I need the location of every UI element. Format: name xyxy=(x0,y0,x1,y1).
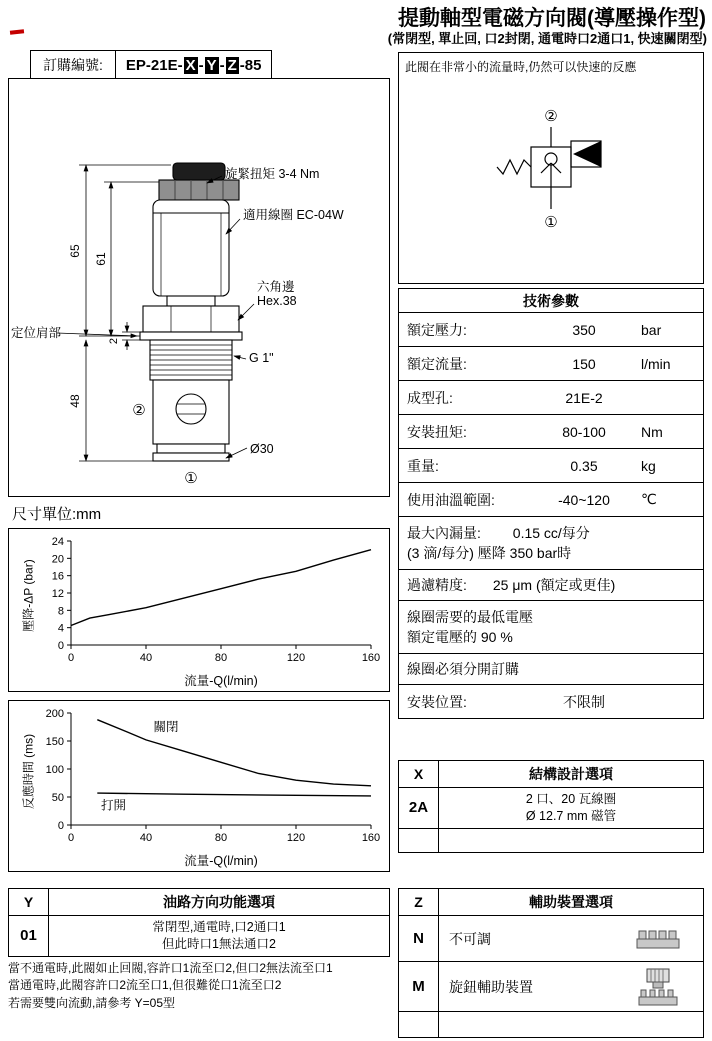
svg-text:80: 80 xyxy=(214,832,228,844)
tech-params-title: 技術參數 xyxy=(398,288,704,313)
svg-text:關閉: 關閉 xyxy=(153,719,179,734)
svg-text:0: 0 xyxy=(67,652,75,664)
tech-row-leakage xyxy=(398,517,704,570)
order-number-row xyxy=(30,50,272,80)
x-options-code: X xyxy=(399,761,439,787)
order-code-dash1: - xyxy=(198,56,204,74)
svg-text:0: 0 xyxy=(67,832,75,844)
response-time-chart-panel xyxy=(8,700,390,872)
svg-text:20: 20 xyxy=(51,553,64,566)
order-code-x: X xyxy=(185,56,196,74)
z-options-empty-row xyxy=(398,1012,704,1038)
z-options-header xyxy=(398,888,704,916)
hex-label-line1: 六角邊 xyxy=(257,280,295,294)
tech-value: 350 xyxy=(572,321,596,338)
hydraulic-symbol xyxy=(421,77,681,267)
dim-48-label: 48 xyxy=(68,394,82,408)
tech-unit: ℃ xyxy=(641,491,657,507)
x-option-row-2a xyxy=(398,788,704,829)
tech-params-table xyxy=(398,288,704,719)
tech-unit: kg xyxy=(641,457,656,474)
tech-value: 150 xyxy=(572,355,596,372)
tech-label: 使用油溫範圍: xyxy=(407,491,495,508)
y-options-header xyxy=(8,888,390,916)
svg-text:8: 8 xyxy=(57,605,64,618)
order-code-dash2: - xyxy=(219,56,225,74)
tech-row-weight xyxy=(398,449,704,483)
diameter-label: Ø30 xyxy=(250,442,274,456)
svg-text:120: 120 xyxy=(286,652,306,664)
svg-text:打開: 打開 xyxy=(101,798,127,813)
pressure-drop-chart xyxy=(9,533,391,669)
svg-text:40: 40 xyxy=(139,652,153,664)
voltage-line2: 額定電壓的 90 % xyxy=(407,629,513,645)
logo-mark xyxy=(10,29,24,34)
shoulder-label: 定位肩部 xyxy=(11,326,62,340)
response-note-text: 此閥在非常小的流量時,仍然可以快速的反應 xyxy=(405,60,637,74)
tech-value: 0.35 xyxy=(570,457,598,474)
y-options-code: Y xyxy=(9,889,49,915)
tech-row-filtration xyxy=(398,570,704,601)
y-option-row-01 xyxy=(8,916,390,957)
tech-value: 21E-2 xyxy=(565,389,603,406)
chart-ylabel-pressure: 壓降-ΔP (bar) xyxy=(21,559,36,632)
tech-unit: Nm xyxy=(641,423,663,440)
y-note-3: 若需要雙向流動,請參考 Y=05型 xyxy=(8,995,176,1010)
torque-label: 旋緊扭矩 3-4 Nm xyxy=(225,167,320,181)
solenoid-icon xyxy=(571,141,601,167)
valve-drawing-panel xyxy=(8,78,390,497)
spring-icon xyxy=(497,160,531,174)
dim-61-label: 61 xyxy=(94,252,108,266)
pressure-drop-chart-panel xyxy=(8,528,390,692)
tech-row-temp xyxy=(398,483,704,517)
tech-value: 80-100 xyxy=(562,423,606,440)
voltage-line1: 線圈需要的最低電壓 xyxy=(407,609,533,625)
tech-row-pressure xyxy=(398,313,704,347)
order-code-suffix: -85 xyxy=(239,56,262,74)
port-2-marker: ② xyxy=(132,402,146,419)
z-options-title: 輔助裝置選項 xyxy=(529,894,613,910)
coil-label: 適用線圈 EC-04W xyxy=(243,208,344,222)
y-options-table xyxy=(8,888,390,1012)
chart-xlabel-flow-1: 流量-Q(l/min) xyxy=(184,674,258,688)
x-option-line1: 2 口、20 瓦線圈 xyxy=(525,792,617,806)
x-option-description xyxy=(439,788,703,828)
y-option-line2: 但此時口1無法通口2 xyxy=(162,936,276,951)
svg-text:150: 150 xyxy=(45,736,64,748)
dim-2-label: 2 xyxy=(108,337,120,345)
y-option-code-01: 01 xyxy=(9,916,49,956)
chart-ylabel-response: 反應時間 (ms) xyxy=(21,733,36,810)
tech-row-cavity xyxy=(398,381,704,415)
leakage-note: (3 滴/每分) 壓降 350 bar時 xyxy=(407,545,572,561)
z-options-table xyxy=(398,888,704,1038)
mounting-label: 安裝位置: xyxy=(407,693,467,710)
x-options-title: 結構設計選項 xyxy=(529,766,613,782)
svg-text:80: 80 xyxy=(214,652,228,664)
port-1-marker: ① xyxy=(184,470,198,487)
y-options-title: 油路方向功能選項 xyxy=(163,894,275,910)
tech-row-coil-order xyxy=(398,654,704,685)
z-option-label-n: 不可調 xyxy=(449,930,491,947)
svg-text:0: 0 xyxy=(57,820,64,832)
y-note-1: 當不通電時,此閥如止回閥,容許口1流至口2,但口2無法流至口1 xyxy=(8,960,333,975)
svg-text:12: 12 xyxy=(51,588,64,600)
knob-icon xyxy=(613,962,703,1011)
filtration-value: 25 μm (額定或更佳) xyxy=(492,577,616,593)
response-time-chart xyxy=(9,705,391,849)
y-options-notes xyxy=(8,957,390,1012)
tech-label: 安裝扭矩: xyxy=(407,423,467,440)
x-options-empty-row xyxy=(398,829,704,853)
svg-text:24: 24 xyxy=(51,536,64,548)
mounting-value: 不限制 xyxy=(563,693,605,710)
symbol-port-1-label: ① xyxy=(544,214,558,231)
svg-text:50: 50 xyxy=(51,792,64,804)
tech-value: -40~120 xyxy=(558,491,610,508)
check-valve-symbol xyxy=(531,127,571,209)
tech-row-flow xyxy=(398,347,704,381)
x-option-line2: Ø 12.7 mm 磁管 xyxy=(525,808,617,823)
valve-technical-drawing xyxy=(9,79,389,496)
dimension-unit-note: 尺寸單位:mm xyxy=(12,506,102,523)
order-code-prefix: EP-21E- xyxy=(125,56,183,74)
z-option-label-m: 旋鈕輔助裝置 xyxy=(449,978,533,995)
tech-label: 額定壓力: xyxy=(407,321,467,338)
tech-row-torque xyxy=(398,415,704,449)
hex-label-line2: Hex.38 xyxy=(257,294,297,308)
x-options-header xyxy=(398,760,704,788)
x-option-code-2a: 2A xyxy=(399,788,439,828)
page-title: 提動軸型電磁方向閥(導壓操作型) xyxy=(398,7,706,30)
order-code xyxy=(116,50,273,80)
z-option-code-n: N xyxy=(399,916,439,961)
x-options-table xyxy=(398,760,704,853)
coil-order-note: 線圈必須分開訂購 xyxy=(407,661,519,677)
tech-row-voltage xyxy=(398,601,704,654)
tech-row-mounting xyxy=(398,685,704,719)
leakage-label: 最大內漏量: xyxy=(407,525,481,541)
tech-label: 重量: xyxy=(407,457,439,474)
y-note-2: 當通電時,此閥容許口2流至口1,但很難從口1流至口2 xyxy=(8,978,282,993)
svg-text:200: 200 xyxy=(45,708,64,720)
z-options-code: Z xyxy=(399,889,439,915)
z-option-row-m xyxy=(398,962,704,1012)
svg-text:160: 160 xyxy=(361,832,381,844)
leakage-value: 0.15 cc/每分 xyxy=(512,525,590,541)
response-note-panel xyxy=(398,52,704,284)
page-subtitle: (常閉型, 單止回, 口2封閉, 通電時口2通口1, 快速關閉型) xyxy=(387,31,707,46)
tech-unit: l/min xyxy=(641,355,671,372)
tech-unit: bar xyxy=(641,321,662,338)
svg-text:16: 16 xyxy=(51,570,64,583)
order-number-label: 訂購編號: xyxy=(30,50,116,80)
chart-xlabel-flow-2: 流量-Q(l/min) xyxy=(184,854,258,868)
y-option-description xyxy=(49,916,389,956)
valve-body-outline xyxy=(140,163,242,461)
filtration-label: 過濾精度: xyxy=(407,577,467,593)
z-option-row-n xyxy=(398,916,704,962)
svg-text:120: 120 xyxy=(286,832,306,844)
z-option-code-m: M xyxy=(399,962,439,1011)
tech-label: 成型孔: xyxy=(407,389,453,406)
castellated-nut-icon xyxy=(613,916,703,961)
svg-text:4: 4 xyxy=(57,622,64,635)
order-code-y: Y xyxy=(206,56,217,74)
svg-text:100: 100 xyxy=(45,764,64,776)
symbol-port-2-label: ② xyxy=(544,108,558,125)
svg-text:40: 40 xyxy=(139,832,153,844)
tech-label: 額定流量: xyxy=(407,355,467,372)
svg-text:0: 0 xyxy=(57,640,64,652)
svg-text:160: 160 xyxy=(361,652,381,664)
dim-65-label: 65 xyxy=(68,244,82,258)
order-code-z: Z xyxy=(227,56,237,74)
y-option-line1: 常閉型,通電時,口2通口1 xyxy=(152,920,286,934)
thread-label: G 1" xyxy=(249,351,274,365)
